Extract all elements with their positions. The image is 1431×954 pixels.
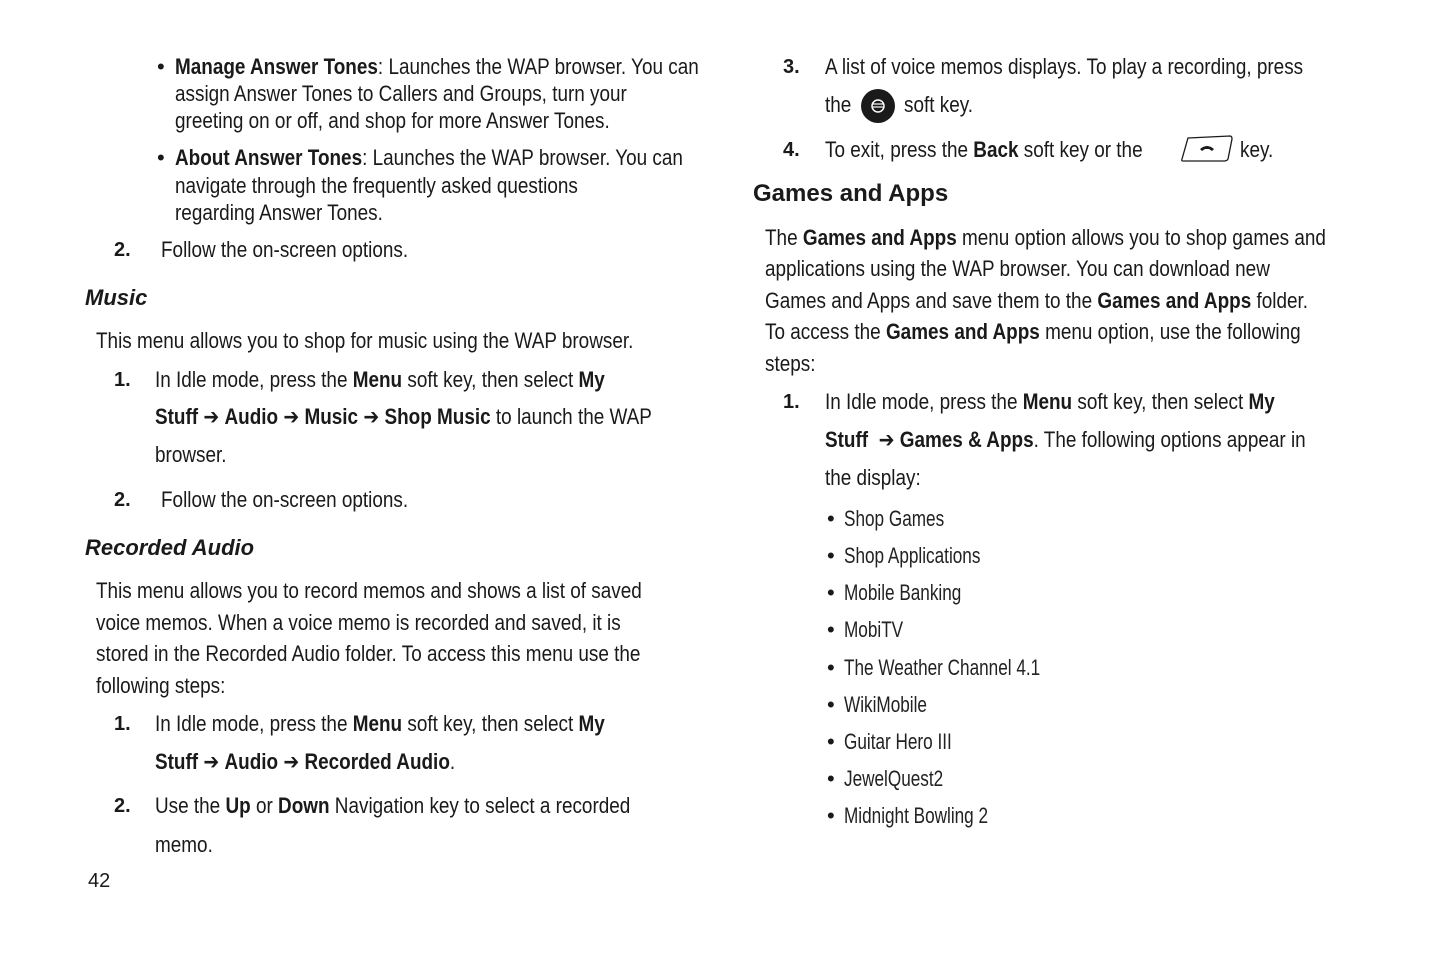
paragraph-line: The Games and Apps menu option allows you to shop games and <box>765 225 1326 250</box>
arrow-icon: ➔ <box>283 404 300 429</box>
bullet-dot: • <box>827 729 835 754</box>
section-heading-music: Music <box>85 285 148 310</box>
step-text: In Idle mode, press the Menu soft key, then select My <box>155 367 605 392</box>
list-item: MobiTV <box>844 617 904 642</box>
step-text: soft key. <box>904 92 974 117</box>
bullet-manage-answer-tones: Manage Answer Tones: Launches the WAP browser. You can <box>175 54 699 79</box>
paragraph-line: voice memos. When a voice memo is recorded and saved, it is <box>96 610 621 635</box>
step-text: Use the Up or Down Navigation key to select a recorded <box>155 793 631 818</box>
paragraph-line: stored in the Recorded Audio folder. To access this menu use the <box>96 641 641 666</box>
step-text: Follow the on-screen options. <box>161 487 409 512</box>
step-number: 2. <box>114 489 131 511</box>
center-select-key-icon <box>860 88 896 124</box>
bullet-dot: • <box>827 506 835 531</box>
list-item: Guitar Hero III <box>844 729 952 754</box>
list-item: Shop Applications <box>844 543 981 568</box>
step-number: 1. <box>114 713 131 735</box>
list-item: The Weather Channel 4.1 <box>844 655 1041 680</box>
list-item: Midnight Bowling 2 <box>844 803 989 828</box>
paragraph-line: To access the Games and Apps menu option, use the following <box>765 319 1301 344</box>
end-call-key-icon <box>1180 133 1234 163</box>
bullet-line: assign Answer Tones to Callers and Groups, turn your <box>175 81 627 106</box>
bullet-line: greeting on or off, and shop for more Answer Tones. <box>175 108 610 133</box>
arrow-icon: ➔ <box>203 749 220 774</box>
paragraph-line: following steps: <box>96 673 226 698</box>
step-text: In Idle mode, press the Menu soft key, then select My <box>825 389 1275 414</box>
step-text: memo. <box>155 832 213 857</box>
step-text: A list of voice memos displays. To play a recording, press <box>825 54 1304 79</box>
step-number: 2. <box>114 795 131 817</box>
bullet-dot: • <box>827 766 835 791</box>
bullet-label: Manage Answer Tones <box>175 54 378 79</box>
list-item: WikiMobile <box>844 692 927 717</box>
step-number: 3. <box>783 56 800 78</box>
step-number: 1. <box>783 391 800 413</box>
step-path: Stuff ➔ Audio ➔ Recorded Audio. <box>155 749 456 774</box>
bullet-dot: • <box>827 580 835 605</box>
arrow-icon: ➔ <box>203 404 220 429</box>
step-number: 4. <box>783 139 800 161</box>
step-number: 1. <box>114 369 131 391</box>
step-path: Stuff ➔ Games & Apps. The following options appear in <box>825 427 1306 452</box>
step-text: browser. <box>155 442 227 467</box>
arrow-icon: ➔ <box>363 404 380 429</box>
list-item: JewelQuest2 <box>844 766 944 791</box>
step-number: 2. <box>114 239 131 261</box>
bullet-about-answer-tones: About Answer Tones: Launches the WAP browser. You can <box>175 145 683 170</box>
step-text: In Idle mode, press the Menu soft key, then select My <box>155 711 605 736</box>
step-path: Stuff ➔ Audio ➔ Music ➔ Shop Music to launch the WAP <box>155 404 652 429</box>
bullet-dot: • <box>157 54 165 79</box>
step-text: Follow the on-screen options. <box>161 237 409 262</box>
step-text: key. <box>1240 137 1274 162</box>
bullet-dot: • <box>157 145 165 170</box>
list-item: Shop Games <box>844 506 945 531</box>
paragraph-line: steps: <box>765 351 816 376</box>
step-text: the <box>825 92 852 117</box>
bullet-dot: • <box>827 543 835 568</box>
step-text: the display: <box>825 465 921 490</box>
page-number: 42 <box>88 870 111 892</box>
paragraph-line: applications using the WAP browser. You can download new <box>765 256 1270 281</box>
paragraph: This menu allows you to shop for music using the WAP browser. <box>96 328 634 353</box>
bullet-line: navigate through the frequently asked questions <box>175 173 578 198</box>
step-text: To exit, press the Back soft key or the <box>825 137 1143 162</box>
arrow-icon: ➔ <box>283 749 300 774</box>
bullet-label: About Answer Tones <box>175 145 363 170</box>
bullet-dot: • <box>827 617 835 642</box>
bullet-dot: • <box>827 692 835 717</box>
paragraph-line: This menu allows you to record memos and shows a list of saved <box>96 578 642 603</box>
arrow-icon: ➔ <box>878 427 895 452</box>
bullet-dot: • <box>827 655 835 680</box>
section-heading-recorded-audio: Recorded Audio <box>85 535 255 560</box>
list-item: Mobile Banking <box>844 580 962 605</box>
bullet-dot: • <box>827 803 835 828</box>
bullet-line: regarding Answer Tones. <box>175 200 383 225</box>
paragraph-line: Games and Apps and save them to the Games and Apps folder. <box>765 288 1309 313</box>
section-heading-games-and-apps: Games and Apps <box>753 180 949 207</box>
